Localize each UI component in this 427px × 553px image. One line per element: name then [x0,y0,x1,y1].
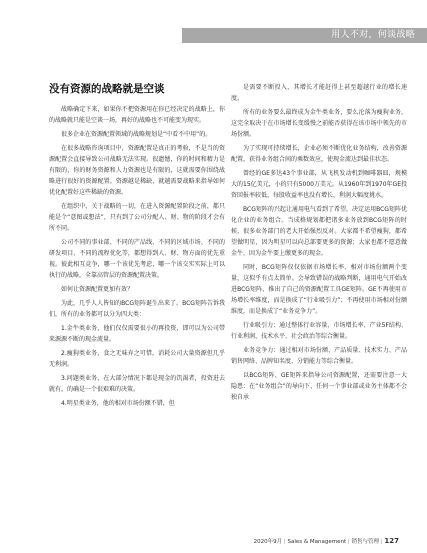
paragraph: 如何让资源配置更加有效？ [61,286,134,293]
paragraph: 以BCG矩阵、GE矩阵来指导公司资源配置，还需要注意一大隐患：在“业务组合”的导向下，任何一个事业部或业务主体都不会独自承 [231,372,407,401]
page-footer [254,537,399,545]
paragraph: BCG矩阵的兴起让通用电气看到了希望，决定运用BCG矩阵优化企业的业务组合。当成格规划都把诸多业务放到BCG矩阵的时候，很多业务部门的老大开始强烈反对。大家都不希望瘦狗，都希望做明星，因为明星可以向总部要更多的资源；大家也都不愿意做金牛，因为金牛要上缴更多的现金。 [231,206,407,257]
paragraph: 在很多战略咨询项目中，资源配置是真正的考验，不是当的资源配置会直接导致公司战略无法实现。很遗憾，你的时间和精力是有限的，你的财务资源和人力资源也是有限的，这就需要你围绕战略进行很好的资源配置。资源越是稀缺，就越需要战略来指导如何优化配置好这些稀缺的资源。 [49,145,225,196]
paragraph: 2.瘦狗类业务，食之无味弃之可惜，消耗公司大量资源但几乎无利润。 [49,350,225,368]
paragraph: 1.金牛类业务，他们仅仅需要很小的再投资，即可以为公司带来源源不断的现金流量。 [49,325,225,343]
article-title: 没有资源的战略就是空谈 [49,83,165,95]
footer-separator: | [347,539,350,545]
paragraph: 行业吸引力：通过整体行业容量、市场增长率、产业5F结构、行业利润、技术水平、社会政治等综合衡量。 [231,322,407,340]
running-header-text: 用人不对，何谈战略 [331,30,415,40]
footer-magazine: Sales & Management [287,539,347,545]
right-paragraphs [231,82,407,403]
paragraph: 曾经的GE多达43个事业部，从飞机发动机到咖啡器皿，规模大的15亿美元，小的只有5000万美元。从1960年到1970年GE投资回报率较低，每股收益率也没有增长，利润大幅度挑水。 [231,170,407,199]
paragraph: 3.问题类业务，在大部分情况下都是现金的饥渴者，投资进去就有，的确是一个很艰难的决策。 [49,375,225,393]
paragraph: 业务竞争力：通过相对市场份额、产品质量、技术实力、产品销售网络、品牌知名度、分销能力等综合衡量。 [231,347,407,365]
paragraph: 4.明星类业务，他的相对市场份额不错，但 [61,400,175,407]
paragraph: 为了实现可持续增长，企业必须不断优化业务结构，改善资源配置，获得业务组合间的乘数效应，使现金流达到最佳状态。 [231,145,407,163]
paragraph: 在组织中，关于战略的一切，在进入资源配置阶段之前，都只能是个“意图或想法”，只有到了公司分配人、财、物的阶段才会有所不同。 [49,203,225,232]
paragraph: 为此，几乎人人皆知的BCG矩阵诞生出来了。BCG矩阵告诉我们，所有的业务都可以分为四大类： [49,300,225,318]
paragraph: 是需要不断投入，其增长才能赶得上甚至超越行业的增长速度。 [231,84,407,102]
paragraph: 战略确定下来，如果你不把资源用在你已经决定的战略上，你的战略就只能是空谈一场，再好的战略也不可能变为现实。 [49,106,225,124]
footer-separator: | [380,539,383,545]
column-left [49,82,225,522]
paragraph: 公司不同的事业部、不同的产品线、不同的区域市场、不同的研发项目、不同的流程优化等，都想得到人、财、物方面的优先重视。彼此相互竞争，哪一个该优先考虑，哪一个该交实实际上可以执行的战略，全靠高管层的资源配置决策。 [49,239,225,279]
footer-issue: 2020年9月 [253,539,283,545]
footer-separator: | [283,539,286,545]
footer-column: 销售与管理 [351,539,380,545]
paragraph: 同时，BCG矩阵仅仅依据市场增长率、相对市场份额两个变量，这似乎有点太简单。会导致错误的战略判断，通用电气开始改进BCG矩阵，推出了自己的资源配置工具GE矩阵。GE不再使用市场增长率维度，而是换成了“行业吸引力”；不再使用市场相对份额维度，而是换成了“业务竞争力”。 [231,264,407,315]
paragraph: 所有的业务要么最终成为金牛类业务，要么沦落为瘦狗业务，这完全取决于在市场增长变缓慢之前能否获得在该市场中领先的市场份额。 [231,109,407,138]
paragraph: 很多企业在资源配置领域的战略规划是“中看不中用”的。 [61,131,212,138]
page-number: 127 [384,537,399,545]
column-right [231,82,407,522]
left-paragraphs [49,104,225,409]
running-header [182,28,427,43]
